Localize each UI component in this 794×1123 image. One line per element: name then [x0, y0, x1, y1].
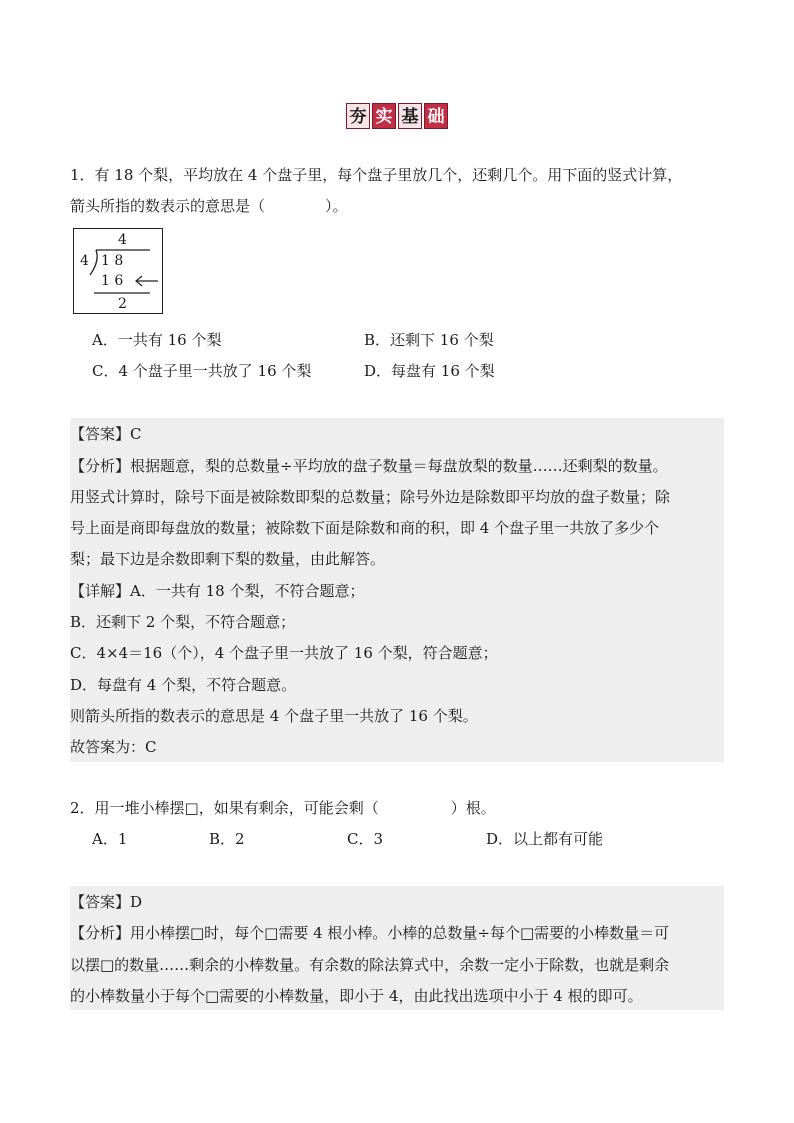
- answer-1: 【答案】C: [70, 425, 142, 443]
- answer-2: 【答案】D: [70, 893, 143, 911]
- long-division-diagram: [73, 228, 163, 314]
- quotient: 4: [118, 232, 127, 248]
- option-a: A．1: [92, 830, 128, 848]
- detail-1-line: D．每盘有 4 个梨，不符合题意。: [70, 676, 297, 694]
- detail-1-line: B．还剩下 2 个梨，不符合题意；: [70, 613, 296, 631]
- title-char: 夯: [346, 103, 370, 129]
- title-char: 基: [398, 103, 422, 129]
- analysis-2-line: 以摆□的数量……剩余的小棒数量。有余数的除法算式中，余数一定小于除数，也就是剩余: [70, 956, 670, 974]
- option-d: D．以上都有可能: [486, 830, 604, 848]
- title-char: 础: [424, 103, 448, 129]
- option-d: D．每盘有 16 个梨: [364, 362, 495, 380]
- option-b: B．2: [209, 830, 245, 848]
- detail-1-line: C．4×4＝16（个），4 个盘子里一共放了 16 个梨，符合题意；: [70, 644, 498, 662]
- divisor: 4: [80, 253, 89, 269]
- analysis-1-line: 用竖式计算时，除号下面是被除数即梨的总数量；除号外边是除数即平均放的盘子数量；除: [70, 488, 671, 506]
- analysis-2-line: 的小棒数量小于每个□需要的小棒数量，即小于 4，由此找出选项中小于 4 根的即可。: [70, 987, 643, 1005]
- option-a: A．一共有 16 个梨: [92, 331, 222, 349]
- question-1-text-2: 箭头所指的数表示的意思是（ ）。: [70, 197, 348, 215]
- detail-1-line: 故答案为：C: [70, 738, 157, 756]
- detail-1-line: 【详解】A．一共有 18 个梨，不符合题意；: [70, 582, 365, 600]
- analysis-2-line: 【分析】用小棒摆□时，每个□需要 4 根小棒。小棒的总数量÷每个□需要的小棒数量＝可: [70, 924, 670, 942]
- analysis-1-line: 号上面是商即每盘放的数量；被除数下面是除数和商的积，即 4 个盘子里一共放了多少个: [70, 519, 660, 537]
- option-c: C．4 个盘子里一共放了 16 个梨: [92, 362, 312, 380]
- dividend: 1 8: [101, 253, 124, 269]
- analysis-1-line: 梨；最下边是余数即剩下梨的数量，由此解答。: [70, 550, 386, 568]
- title-char: 实: [372, 103, 396, 129]
- option-c: C．3: [347, 830, 384, 848]
- question-1-text: 1．有 18 个梨，平均放在 4 个盘子里，每个盘子里放几个，还剩几个。用下面的竖式计算，: [70, 166, 683, 184]
- remainder: 2: [118, 296, 127, 312]
- question-2-text: 2．用一堆小棒摆□，如果有剩余，可能会剩（ ）根。: [70, 799, 496, 817]
- option-b: B．还剩下 16 个梨: [364, 331, 494, 349]
- analysis-1-line: 【分析】根据题意，梨的总数量÷平均放的盘子数量＝每盘放梨的数量……还剩梨的数量。: [70, 457, 668, 475]
- detail-1-line: 则箭头所指的数表示的意思是 4 个盘子里一共放了 16 个梨。: [70, 707, 478, 725]
- product: 1 6: [101, 273, 124, 289]
- section-title: [0, 103, 794, 129]
